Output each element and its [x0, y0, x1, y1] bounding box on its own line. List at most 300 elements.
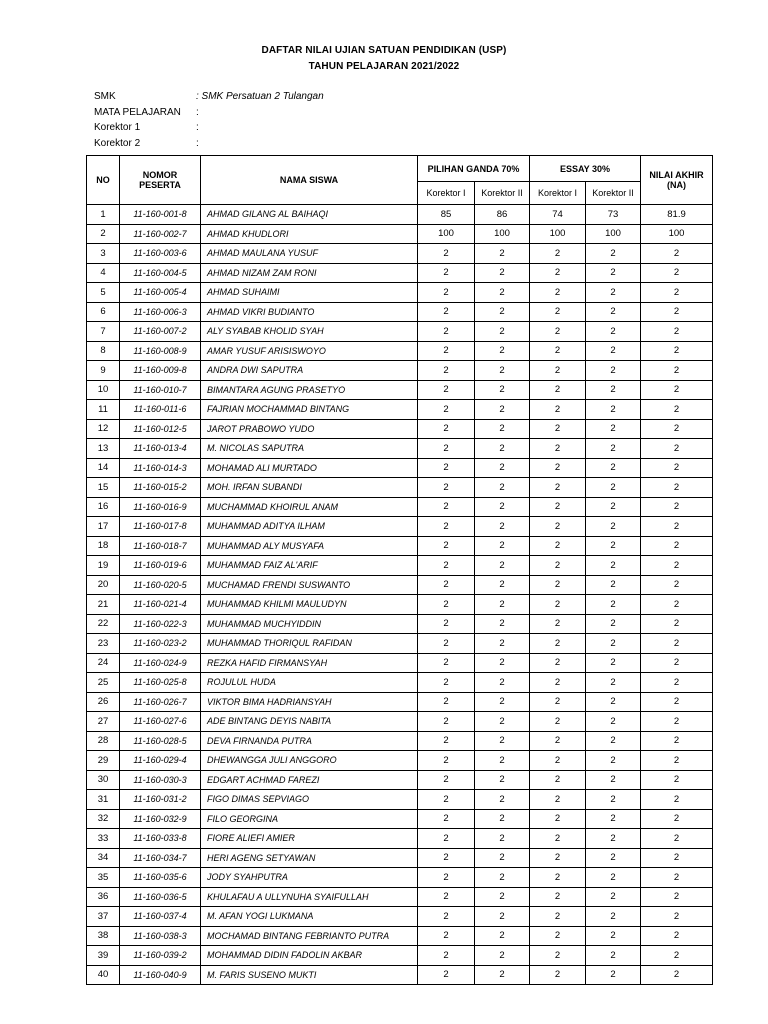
- cell-essay-korektor-2: 2: [586, 907, 641, 927]
- cell-nomor-peserta: 11-160-031-2: [120, 790, 201, 810]
- cell-nilai-akhir: 2: [641, 400, 713, 420]
- cell-essay-korektor-2: 2: [586, 458, 641, 478]
- cell-no: 32: [87, 809, 120, 829]
- cell-no: 22: [87, 614, 120, 634]
- cell-nilai-akhir: 2: [641, 322, 713, 342]
- cell-nomor-peserta: 11-160-029-4: [120, 751, 201, 771]
- cell-essay-korektor-2: 2: [586, 497, 641, 517]
- cell-no: 1: [87, 205, 120, 225]
- table-row: [87, 575, 713, 595]
- cell-nilai-akhir: 81.9: [641, 205, 713, 225]
- cell-essay-korektor-1: 2: [530, 731, 586, 751]
- cell-pg-korektor-2: 2: [475, 770, 530, 790]
- cell-essay-korektor-2: 2: [586, 244, 641, 264]
- cell-no: 38: [87, 926, 120, 946]
- cell-essay-korektor-1: 2: [530, 790, 586, 810]
- cell-no: 17: [87, 517, 120, 537]
- meta-label: Korektor 1: [94, 122, 141, 133]
- cell-nilai-akhir: 2: [641, 497, 713, 517]
- cell-nilai-akhir: 2: [641, 887, 713, 907]
- cell-nomor-peserta: 11-160-009-8: [120, 361, 201, 381]
- cell-pg-korektor-1: 2: [418, 439, 475, 459]
- cell-no: 21: [87, 595, 120, 615]
- cell-no: 29: [87, 751, 120, 771]
- cell-nama-siswa: AHMAD MAULANA YUSUF: [201, 244, 418, 264]
- cell-nama-siswa: HERI AGENG SETYAWAN: [201, 848, 418, 868]
- cell-pg-korektor-2: 2: [475, 653, 530, 673]
- cell-nomor-peserta: 11-160-039-2: [120, 946, 201, 966]
- table-row: [87, 868, 713, 888]
- cell-no: 39: [87, 946, 120, 966]
- cell-nama-siswa: EDGART ACHMAD FAREZI: [201, 770, 418, 790]
- cell-nilai-akhir: 2: [641, 244, 713, 264]
- table-row: [87, 829, 713, 849]
- cell-essay-korektor-1: 2: [530, 809, 586, 829]
- cell-no: 18: [87, 536, 120, 556]
- cell-nomor-peserta: 11-160-003-6: [120, 244, 201, 264]
- table-row: [87, 692, 713, 712]
- cell-pg-korektor-2: 2: [475, 478, 530, 498]
- table-row: [87, 790, 713, 810]
- cell-pg-korektor-2: 2: [475, 634, 530, 654]
- meta-info: [94, 89, 324, 151]
- cell-essay-korektor-1: 2: [530, 634, 586, 654]
- cell-no: 31: [87, 790, 120, 810]
- cell-nama-siswa: AHMAD GILANG AL BAIHAQI: [201, 205, 418, 225]
- cell-nama-siswa: FIORE ALIEFI AMIER: [201, 829, 418, 849]
- cell-nilai-akhir: 2: [641, 302, 713, 322]
- header-nama-siswa: NAMA SISWA: [201, 156, 418, 205]
- cell-nilai-akhir: 2: [641, 595, 713, 615]
- document-subtitle: TAHUN PELAJARAN 2021/2022: [308, 61, 460, 72]
- cell-no: 25: [87, 673, 120, 693]
- cell-no: 36: [87, 887, 120, 907]
- cell-essay-korektor-1: 2: [530, 907, 586, 927]
- cell-nomor-peserta: 11-160-019-6: [120, 556, 201, 576]
- cell-nama-siswa: FIGO DIMAS SEPVIAGO: [201, 790, 418, 810]
- header-essay: ESSAY 30%: [530, 156, 641, 182]
- cell-pg-korektor-1: 2: [418, 712, 475, 732]
- table-row: [87, 653, 713, 673]
- cell-nama-siswa: JODY SYAHPUTRA: [201, 868, 418, 888]
- cell-no: 24: [87, 653, 120, 673]
- cell-pg-korektor-2: 2: [475, 341, 530, 361]
- cell-essay-korektor-2: 2: [586, 673, 641, 693]
- cell-essay-korektor-1: 2: [530, 419, 586, 439]
- cell-nama-siswa: DEVA FIRNANDA PUTRA: [201, 731, 418, 751]
- cell-essay-korektor-2: 2: [586, 887, 641, 907]
- cell-no: 27: [87, 712, 120, 732]
- cell-essay-korektor-2: 2: [586, 361, 641, 381]
- table-row: [87, 712, 713, 732]
- cell-essay-korektor-1: 2: [530, 517, 586, 537]
- cell-pg-korektor-1: 2: [418, 887, 475, 907]
- cell-nomor-peserta: 11-160-023-2: [120, 634, 201, 654]
- cell-essay-korektor-2: 2: [586, 692, 641, 712]
- cell-pg-korektor-2: 2: [475, 731, 530, 751]
- table-row: [87, 595, 713, 615]
- cell-pg-korektor-2: 2: [475, 556, 530, 576]
- cell-nomor-peserta: 11-160-034-7: [120, 848, 201, 868]
- cell-pg-korektor-1: 2: [418, 790, 475, 810]
- cell-pg-korektor-1: 85: [418, 205, 475, 225]
- cell-nilai-akhir: 2: [641, 556, 713, 576]
- cell-no: 4: [87, 263, 120, 283]
- cell-nama-siswa: VIKTOR BIMA HADRIANSYAH: [201, 692, 418, 712]
- cell-pg-korektor-2: 2: [475, 302, 530, 322]
- cell-nilai-akhir: 2: [641, 517, 713, 537]
- cell-essay-korektor-1: 2: [530, 341, 586, 361]
- cell-nilai-akhir: 2: [641, 965, 713, 985]
- meta-label: MATA PELAJARAN: [94, 106, 181, 118]
- cell-pg-korektor-2: 2: [475, 439, 530, 459]
- cell-nomor-peserta: 11-160-030-3: [120, 770, 201, 790]
- cell-no: 40: [87, 965, 120, 985]
- table-row: [87, 614, 713, 634]
- cell-nomor-peserta: 11-160-005-4: [120, 283, 201, 303]
- cell-essay-korektor-2: 2: [586, 419, 641, 439]
- cell-nomor-peserta: 11-160-016-9: [120, 497, 201, 517]
- cell-nama-siswa: FILO GEORGINA: [201, 809, 418, 829]
- cell-pg-korektor-1: 2: [418, 244, 475, 264]
- cell-nilai-akhir: 2: [641, 751, 713, 771]
- cell-essay-korektor-2: 2: [586, 556, 641, 576]
- cell-nama-siswa: MOCHAMAD BINTANG FEBRIANTO PUTRA: [201, 926, 418, 946]
- cell-nilai-akhir: 2: [641, 907, 713, 927]
- cell-nomor-peserta: 11-160-021-4: [120, 595, 201, 615]
- cell-pg-korektor-2: 100: [475, 224, 530, 244]
- table-row: [87, 887, 713, 907]
- header-essay-korektor-2: Korektor II: [586, 182, 641, 205]
- cell-pg-korektor-1: 2: [418, 400, 475, 420]
- cell-essay-korektor-2: 2: [586, 439, 641, 459]
- cell-no: 12: [87, 419, 120, 439]
- cell-essay-korektor-2: 2: [586, 283, 641, 303]
- cell-nilai-akhir: 2: [641, 634, 713, 654]
- cell-no: 11: [87, 400, 120, 420]
- cell-pg-korektor-2: 2: [475, 790, 530, 810]
- cell-nama-siswa: MUHAMMAD FAIZ AL'ARIF: [201, 556, 418, 576]
- cell-pg-korektor-1: 2: [418, 848, 475, 868]
- cell-nilai-akhir: 2: [641, 946, 713, 966]
- cell-pg-korektor-2: 2: [475, 712, 530, 732]
- table-row: [87, 361, 713, 381]
- table-row: [87, 926, 713, 946]
- table-row: [87, 809, 713, 829]
- table-row: [87, 946, 713, 966]
- cell-pg-korektor-2: 2: [475, 868, 530, 888]
- cell-nomor-peserta: 11-160-025-8: [120, 673, 201, 693]
- cell-essay-korektor-2: 2: [586, 517, 641, 537]
- meta-row-mata-pelajaran: [94, 105, 324, 121]
- cell-pg-korektor-2: 2: [475, 673, 530, 693]
- cell-pg-korektor-1: 2: [418, 829, 475, 849]
- cell-pg-korektor-1: 2: [418, 458, 475, 478]
- cell-essay-korektor-1: 2: [530, 712, 586, 732]
- cell-pg-korektor-2: 2: [475, 907, 530, 927]
- meta-value: : SMK Persatuan 2 Tulangan: [196, 91, 324, 102]
- cell-pg-korektor-1: 2: [418, 614, 475, 634]
- cell-pg-korektor-2: 2: [475, 263, 530, 283]
- cell-nilai-akhir: 100: [641, 224, 713, 244]
- table-row: [87, 556, 713, 576]
- cell-pg-korektor-2: 2: [475, 458, 530, 478]
- cell-pg-korektor-2: 2: [475, 380, 530, 400]
- cell-essay-korektor-1: 2: [530, 361, 586, 381]
- cell-pg-korektor-1: 2: [418, 965, 475, 985]
- cell-essay-korektor-2: 2: [586, 536, 641, 556]
- meta-value: :: [196, 106, 199, 118]
- cell-essay-korektor-1: 100: [530, 224, 586, 244]
- cell-no: 23: [87, 634, 120, 654]
- cell-essay-korektor-1: 2: [530, 478, 586, 498]
- cell-nilai-akhir: 2: [641, 731, 713, 751]
- cell-no: 7: [87, 322, 120, 342]
- cell-essay-korektor-1: 2: [530, 653, 586, 673]
- cell-pg-korektor-1: 2: [418, 907, 475, 927]
- table-row: [87, 965, 713, 985]
- cell-pg-korektor-1: 2: [418, 946, 475, 966]
- cell-pg-korektor-2: 2: [475, 848, 530, 868]
- cell-essay-korektor-1: 2: [530, 770, 586, 790]
- cell-pg-korektor-1: 2: [418, 341, 475, 361]
- meta-row-smk: [94, 89, 324, 105]
- cell-pg-korektor-1: 2: [418, 361, 475, 381]
- table-row: [87, 478, 713, 498]
- table-row: [87, 263, 713, 283]
- cell-nama-siswa: AHMAD KHUDLORI: [201, 224, 418, 244]
- cell-nama-siswa: MUHAMMAD ADITYA ILHAM: [201, 517, 418, 537]
- table-row: [87, 848, 713, 868]
- cell-nilai-akhir: 2: [641, 458, 713, 478]
- cell-pg-korektor-2: 2: [475, 946, 530, 966]
- cell-nama-siswa: MOHAMMAD DIDIN FADOLIN AKBAR: [201, 946, 418, 966]
- cell-essay-korektor-2: 2: [586, 946, 641, 966]
- cell-essay-korektor-1: 2: [530, 439, 586, 459]
- table-row: [87, 673, 713, 693]
- cell-essay-korektor-1: 2: [530, 556, 586, 576]
- cell-essay-korektor-2: 2: [586, 809, 641, 829]
- cell-pg-korektor-1: 2: [418, 302, 475, 322]
- cell-essay-korektor-2: 2: [586, 341, 641, 361]
- meta-label: Korektor 2: [94, 137, 141, 149]
- cell-pg-korektor-2: 2: [475, 965, 530, 985]
- cell-pg-korektor-2: 2: [475, 361, 530, 381]
- cell-pg-korektor-2: 2: [475, 926, 530, 946]
- cell-nomor-peserta: 11-160-038-3: [120, 926, 201, 946]
- cell-no: 26: [87, 692, 120, 712]
- cell-nama-siswa: AMAR YUSUF ARISISWOYO: [201, 341, 418, 361]
- cell-pg-korektor-2: 2: [475, 536, 530, 556]
- cell-nama-siswa: MUCHAMMAD KHOIRUL ANAM: [201, 497, 418, 517]
- cell-essay-korektor-2: 2: [586, 478, 641, 498]
- cell-nama-siswa: M. AFAN YOGI LUKMANA: [201, 907, 418, 927]
- cell-pg-korektor-2: 2: [475, 244, 530, 264]
- cell-nama-siswa: ANDRA DWI SAPUTRA: [201, 361, 418, 381]
- table-row: [87, 458, 713, 478]
- cell-essay-korektor-2: 2: [586, 751, 641, 771]
- table-row: [87, 731, 713, 751]
- cell-pg-korektor-1: 2: [418, 497, 475, 517]
- cell-essay-korektor-1: 2: [530, 263, 586, 283]
- cell-essay-korektor-2: 2: [586, 302, 641, 322]
- cell-pg-korektor-1: 2: [418, 556, 475, 576]
- cell-nomor-peserta: 11-160-011-6: [120, 400, 201, 420]
- cell-nomor-peserta: 11-160-001-8: [120, 205, 201, 225]
- cell-no: 15: [87, 478, 120, 498]
- table-row: [87, 205, 713, 225]
- meta-label: SMK: [94, 91, 116, 102]
- cell-pg-korektor-2: 2: [475, 809, 530, 829]
- cell-nama-siswa: MUHAMMAD KHILMI MAULUDYN: [201, 595, 418, 615]
- cell-pg-korektor-1: 2: [418, 926, 475, 946]
- table-row: [87, 634, 713, 654]
- cell-pg-korektor-2: 2: [475, 595, 530, 615]
- cell-essay-korektor-2: 2: [586, 400, 641, 420]
- cell-essay-korektor-1: 2: [530, 458, 586, 478]
- cell-nomor-peserta: 11-160-013-4: [120, 439, 201, 459]
- table-row: [87, 302, 713, 322]
- cell-nilai-akhir: 2: [641, 575, 713, 595]
- cell-essay-korektor-2: 2: [586, 926, 641, 946]
- cell-nilai-akhir: 2: [641, 263, 713, 283]
- cell-nama-siswa: ROJULUL HUDA: [201, 673, 418, 693]
- cell-nomor-peserta: 11-160-018-7: [120, 536, 201, 556]
- cell-pg-korektor-1: 2: [418, 751, 475, 771]
- table-row: [87, 517, 713, 537]
- table-row: [87, 907, 713, 927]
- meta-row-korektor-1: [94, 120, 324, 136]
- header-nilai-akhir: NILAI AKHIR (NA): [641, 156, 713, 205]
- cell-essay-korektor-1: 2: [530, 829, 586, 849]
- cell-nama-siswa: AHMAD SUHAIMI: [201, 283, 418, 303]
- table-row: [87, 751, 713, 771]
- cell-nilai-akhir: 2: [641, 673, 713, 693]
- cell-nilai-akhir: 2: [641, 926, 713, 946]
- cell-pg-korektor-1: 2: [418, 770, 475, 790]
- cell-nomor-peserta: 11-160-037-4: [120, 907, 201, 927]
- table-row: [87, 497, 713, 517]
- cell-pg-korektor-1: 2: [418, 263, 475, 283]
- table-row: [87, 439, 713, 459]
- cell-nomor-peserta: 11-160-002-7: [120, 224, 201, 244]
- header-essay-korektor-1: Korektor I: [530, 182, 586, 205]
- cell-nilai-akhir: 2: [641, 770, 713, 790]
- cell-nomor-peserta: 11-160-032-9: [120, 809, 201, 829]
- cell-nomor-peserta: 11-160-040-9: [120, 965, 201, 985]
- table-row: [87, 341, 713, 361]
- cell-nomor-peserta: 11-160-035-6: [120, 868, 201, 888]
- cell-essay-korektor-1: 2: [530, 380, 586, 400]
- cell-nama-siswa: ALY SYABAB KHOLID SYAH: [201, 322, 418, 342]
- cell-nomor-peserta: 11-160-017-8: [120, 517, 201, 537]
- cell-nilai-akhir: 2: [641, 380, 713, 400]
- cell-nama-siswa: MOH. IRFAN SUBANDI: [201, 478, 418, 498]
- cell-pg-korektor-1: 2: [418, 575, 475, 595]
- cell-no: 30: [87, 770, 120, 790]
- cell-nilai-akhir: 2: [641, 653, 713, 673]
- cell-pg-korektor-2: 2: [475, 419, 530, 439]
- cell-essay-korektor-2: 2: [586, 380, 641, 400]
- table-row: [87, 224, 713, 244]
- cell-nomor-peserta: 11-160-027-6: [120, 712, 201, 732]
- cell-essay-korektor-1: 2: [530, 946, 586, 966]
- cell-nomor-peserta: 11-160-028-5: [120, 731, 201, 751]
- cell-essay-korektor-2: 2: [586, 263, 641, 283]
- cell-no: 28: [87, 731, 120, 751]
- cell-no: 19: [87, 556, 120, 576]
- cell-pg-korektor-1: 2: [418, 517, 475, 537]
- header-pilihan-ganda: PILIHAN GANDA 70%: [418, 156, 530, 182]
- cell-pg-korektor-1: 2: [418, 868, 475, 888]
- cell-essay-korektor-2: 2: [586, 653, 641, 673]
- cell-nilai-akhir: 2: [641, 478, 713, 498]
- cell-nama-siswa: DHEWANGGA JULI ANGGORO: [201, 751, 418, 771]
- cell-nama-siswa: REZKA HAFID FIRMANSYAH: [201, 653, 418, 673]
- cell-essay-korektor-1: 2: [530, 751, 586, 771]
- cell-nomor-peserta: 11-160-033-8: [120, 829, 201, 849]
- cell-essay-korektor-2: 2: [586, 575, 641, 595]
- cell-nomor-peserta: 11-160-014-3: [120, 458, 201, 478]
- cell-essay-korektor-1: 2: [530, 536, 586, 556]
- cell-nama-siswa: AHMAD NIZAM ZAM RONI: [201, 263, 418, 283]
- cell-pg-korektor-1: 2: [418, 478, 475, 498]
- cell-nomor-peserta: 11-160-008-9: [120, 341, 201, 361]
- cell-no: 13: [87, 439, 120, 459]
- cell-essay-korektor-1: 2: [530, 322, 586, 342]
- cell-nomor-peserta: 11-160-012-5: [120, 419, 201, 439]
- cell-essay-korektor-1: 2: [530, 868, 586, 888]
- meta-value: :: [196, 137, 199, 149]
- cell-nama-siswa: M. FARIS SUSENO MUKTI: [201, 965, 418, 985]
- cell-nomor-peserta: 11-160-024-9: [120, 653, 201, 673]
- cell-essay-korektor-1: 2: [530, 283, 586, 303]
- cell-nilai-akhir: 2: [641, 692, 713, 712]
- cell-no: 6: [87, 302, 120, 322]
- meta-value: :: [196, 122, 199, 133]
- cell-no: 2: [87, 224, 120, 244]
- cell-nomor-peserta: 11-160-007-2: [120, 322, 201, 342]
- cell-essay-korektor-1: 2: [530, 400, 586, 420]
- cell-pg-korektor-1: 2: [418, 809, 475, 829]
- cell-pg-korektor-2: 2: [475, 322, 530, 342]
- cell-no: 10: [87, 380, 120, 400]
- cell-no: 14: [87, 458, 120, 478]
- cell-essay-korektor-2: 100: [586, 224, 641, 244]
- cell-pg-korektor-1: 2: [418, 731, 475, 751]
- cell-nomor-peserta: 11-160-015-2: [120, 478, 201, 498]
- cell-essay-korektor-2: 2: [586, 322, 641, 342]
- cell-nilai-akhir: 2: [641, 439, 713, 459]
- cell-no: 8: [87, 341, 120, 361]
- cell-no: 16: [87, 497, 120, 517]
- cell-essay-korektor-2: 2: [586, 868, 641, 888]
- table-row: [87, 419, 713, 439]
- cell-essay-korektor-2: 2: [586, 770, 641, 790]
- cell-essay-korektor-2: 2: [586, 634, 641, 654]
- cell-pg-korektor-2: 2: [475, 887, 530, 907]
- cell-no: 37: [87, 907, 120, 927]
- cell-essay-korektor-2: 2: [586, 965, 641, 985]
- cell-pg-korektor-1: 2: [418, 283, 475, 303]
- cell-nama-siswa: AHMAD VIKRI BUDIANTO: [201, 302, 418, 322]
- cell-nilai-akhir: 2: [641, 614, 713, 634]
- cell-no: 34: [87, 848, 120, 868]
- cell-nilai-akhir: 2: [641, 829, 713, 849]
- cell-essay-korektor-1: 2: [530, 614, 586, 634]
- cell-nomor-peserta: 11-160-010-7: [120, 380, 201, 400]
- table-row: [87, 322, 713, 342]
